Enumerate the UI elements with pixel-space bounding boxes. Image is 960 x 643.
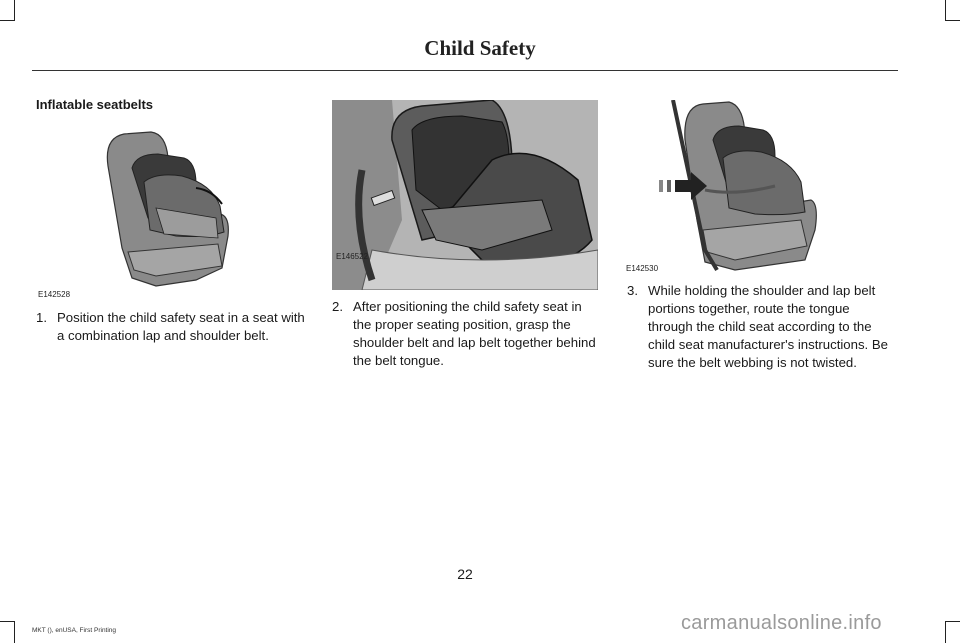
figure-seat-belt-grasp [332,100,598,290]
crop-mark [945,621,946,643]
crop-mark [946,20,960,21]
watermark: carmanualsonline.info [681,612,882,634]
page-number: 22 [457,566,473,582]
step-number: 1. [36,310,47,325]
crop-mark [946,621,960,622]
figure-code: E142528 [38,290,71,299]
page-title: Child Safety [424,36,536,60]
step-number: 2. [332,299,343,314]
step-item [332,298,600,370]
figure-code: E142530 [626,264,659,273]
step-item [36,309,308,345]
crop-mark [0,621,14,622]
section-heading: Inflatable seatbelts [36,97,154,112]
figure-seat-belt-route [625,100,895,275]
step-text: After positioning the child safety seat in the proper seating position, grasp the shoulder belt and lap belt together behind the belt tongue. [353,299,596,368]
step-text: Position the child safety seat in a seat with a combination lap and shoulder belt. [57,310,305,343]
step-number: 3. [627,283,638,298]
crop-mark [14,621,15,643]
footer-print-info: MKT (), enUSA, First Printing [32,627,117,634]
step-item [627,282,897,372]
figure-code: E146522 [336,252,369,261]
figure-child-seat [36,128,301,300]
crop-mark [0,20,14,21]
crop-mark [945,0,946,21]
crop-mark [14,0,15,21]
header-rule [32,70,898,71]
step-text: While holding the shoulder and lap belt portions together, route the tongue through the child seat according to the child seat manufacturer's instructions. Be sure the belt webbing is not twisted. [648,283,889,370]
